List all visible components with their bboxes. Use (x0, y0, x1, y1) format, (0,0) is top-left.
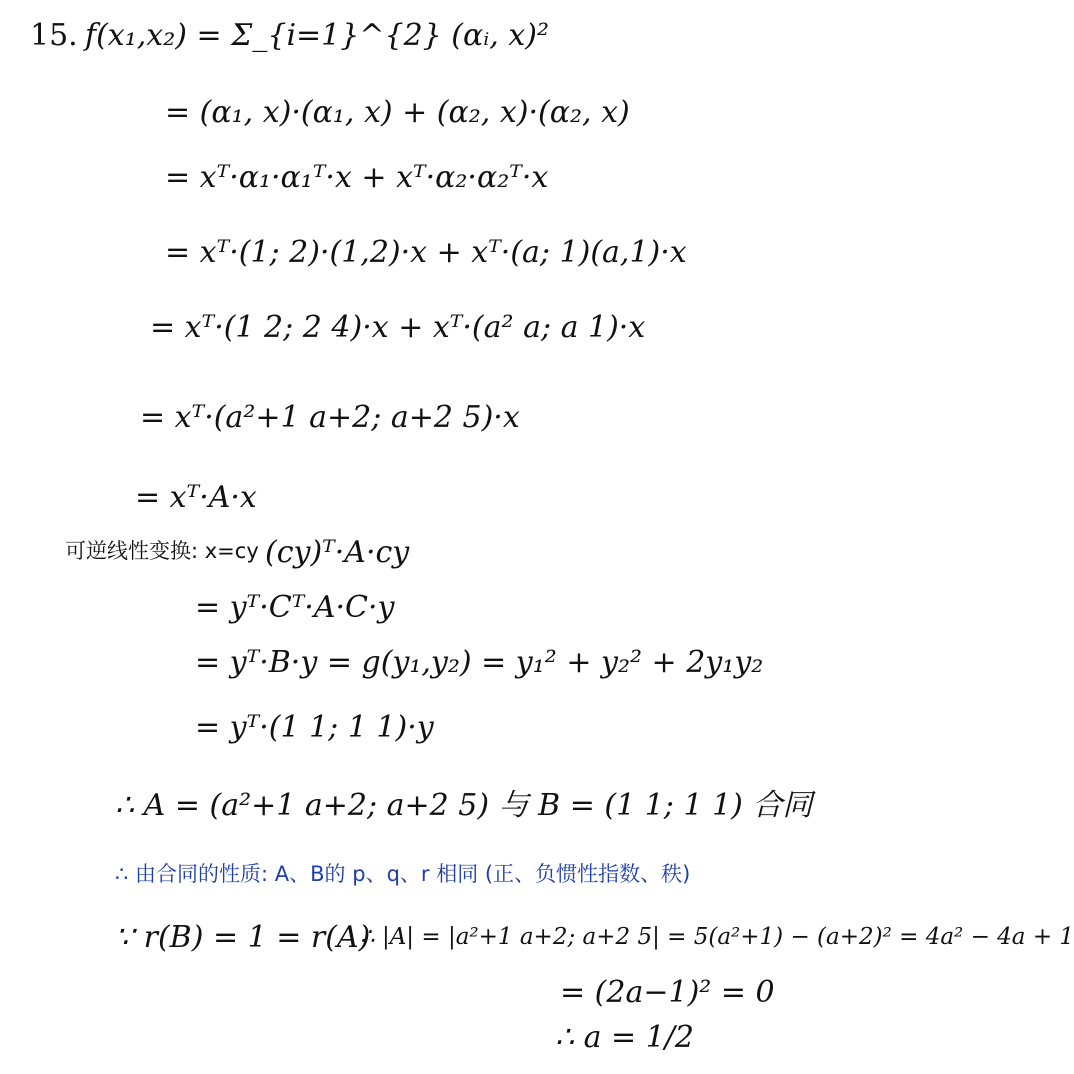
line-congruence-property: ∴ 由合同的性质: A、B的 p、q、r 相同 (正、负惯性指数、秩) (115, 862, 691, 886)
line-sum-matrix: = xᵀ·(a²+1 a+2; a+2 5)·x (140, 400, 520, 435)
problem-number: 15. (30, 18, 78, 53)
line-transpose-form: = xᵀ·α₁·α₁ᵀ·x + xᵀ·α₂·α₂ᵀ·x (165, 160, 549, 195)
line-determinant: ∴ |A| = |a²+1 a+2; a+2 5| = 5(a²+1) − (a+2)² = 4a² − 4a + 1 (360, 924, 1074, 950)
line-congruence: = yᵀ·Cᵀ·A·C·y (195, 590, 395, 625)
line-matrices: = xᵀ·(1 2; 2 4)·x + xᵀ·(a² a; a 1)·x (150, 310, 646, 345)
line-canonical: = yᵀ·B·y = g(y₁,y₂) = y₁² + y₂² + 2y₁y₂ (195, 645, 764, 680)
line-square: = (2a−1)² = 0 (560, 975, 775, 1010)
line-answer: ∴ a = 1/2 (555, 1020, 694, 1055)
line-definition: f(x₁,x₂) = Σ_{i=1}^{2} (αᵢ, x)² (85, 18, 550, 53)
line-b-matrix: = yᵀ·(1 1; 1 1)·y (195, 710, 434, 745)
line-substitution: (cy)ᵀ·A·cy (265, 535, 410, 570)
line-inner-products: = (α₁, x)·(α₁, x) + (α₂, x)·(α₂, x) (165, 95, 630, 130)
line-quadratic-form: = xᵀ·A·x (135, 480, 257, 515)
line-rank: ∵ r(B) = 1 = r(A) (115, 920, 371, 955)
line-vectors-substituted: = xᵀ·(1; 2)·(1,2)·x + xᵀ·(a; 1)(a,1)·x (165, 235, 687, 270)
line-congruent-conclusion: ∴ A = (a²+1 a+2; a+2 5) 与 B = (1 1; 1 1) 合同 (115, 788, 813, 823)
transform-label: 可逆线性变换: x=cy (65, 539, 259, 563)
